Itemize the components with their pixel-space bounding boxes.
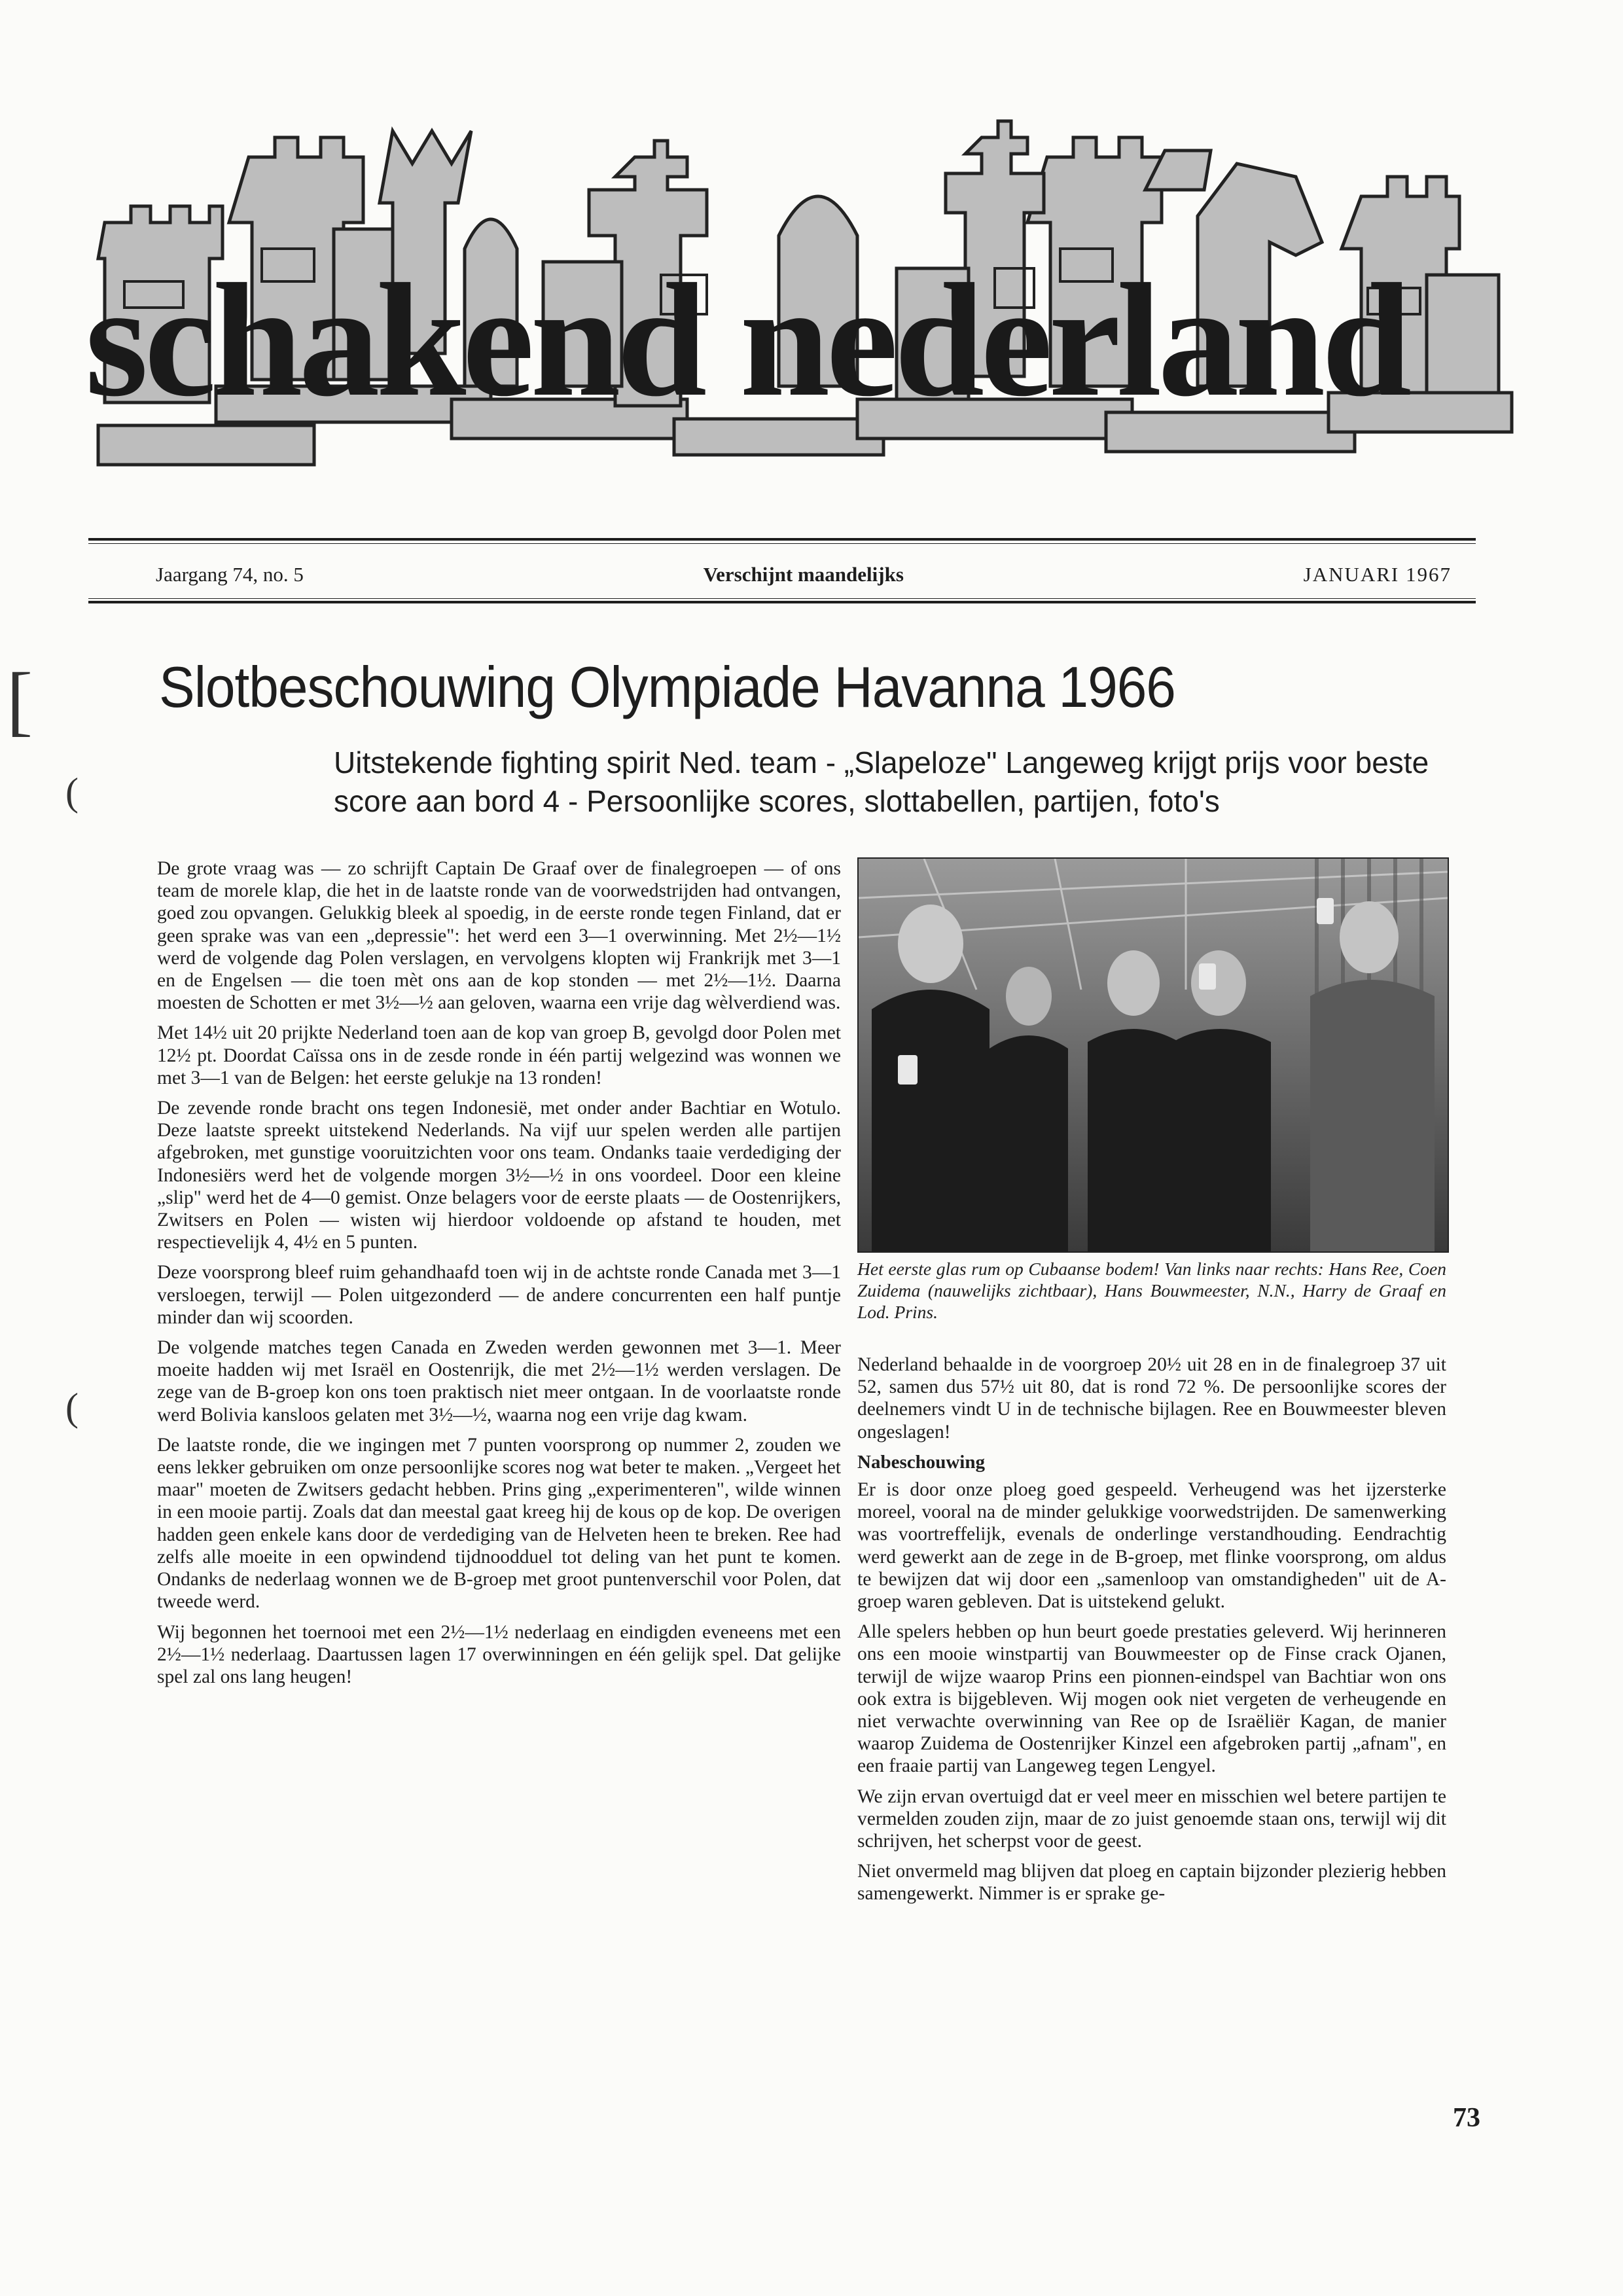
paragraph: Deze voorsprong bleef ruim gehandhaafd toen wij in de achtste ronde Canada met 3—1 versloegen, terwijl — Polen uitgezonderd — de andere concurrenten een half puntje minder dan wij scoorden.: [157, 1262, 841, 1328]
top-rule-thin: [88, 543, 1476, 544]
paragraph: Nederland behaalde in de voorgroep 20½ uit 28 en in de finalegroep 37 uit 52, samen dus 57½ uit 80, dat is rond 72 %. De persoonlijke scores der deelnemers vindt U in de technische bijlagen. Ree en Bouwmeester bleven ongeslagen!: [857, 1354, 1446, 1443]
team-photo-image: [859, 859, 1448, 1251]
top-rule: [88, 538, 1476, 541]
article-headline: Slotbeschouwing Olympiade Havanna 1966: [159, 655, 1175, 720]
paragraph: De grote vraag was — zo schrijft Captain De Graaf over de finalegroepen — of ons team de morele klap, die het in de laatste ronde van de voorwedstrijden had ontvangen, goed zou opvangen. Gelukkig bleek al spoedig, in de eerste ronde tegen Finland, dat er geen sprake was van een „depressie": het werd een 3—1 overwinning. Met 2½—1½ werd de volgende dag Polen verslagen, en vervolgens klopten wij Frankrijk met 3—1 en de Engelsen — die toen mèt ons aan de kop stonden — met 2½—1½. Daarna moesten de Schotten er met 3½—½ aan geloven, waarna een vrije dag wèlverdiend was.: [157, 858, 841, 1014]
paragraph: Alle spelers hebben op hun beurt goede prestaties geleverd. Wij herinneren ons een mooie winstpartij van Bouwmeester op de Finse crack Ojanen, terwijl de wijze waarop Prins een pionnen-eindspel van Bachtiar won ons ook extra is bijgebleven. Wij mogen ook niet vergeten de verheugende en niet verwachte overwinning van Ree op de Israëliër Kagan, de manier waarop Zuidema de Oostenrijker Kinzel een afgebroken partij „afnam", en een fraaie partij van Langeweg tegen Lengyel.: [857, 1621, 1446, 1777]
right-column: [857, 1354, 1446, 1913]
paragraph: Wij begonnen het toernooi met een 2½—1½ nederlaag en eindigden eveneens met een 2½—1½ nederlaag. Daartussen lagen 17 overwinningen en één gelijk spel. Dat gelijke spel zal ons lang heugen!: [157, 1621, 841, 1687]
publication-frequency: Verschijnt maandelijks: [703, 563, 904, 586]
volume-number: Jaargang 74, no. 5: [156, 563, 304, 586]
scan-mark: [: [7, 656, 33, 744]
left-column: [157, 857, 841, 1696]
paragraph: Er is door onze ploeg goed gespeeld. Verheugend was het ijzersterke moreel, vooral na de minder gelukkige voorwedstrijden. De samenwerking was voortreffelijk, evenals de onderlinge verstandhouding. Eendrachtig werd gewerkt aan de zege in de B-groep, met flinke voorsprong, om aldus te bewijzen dat wij door een „samenloop van omstandigheden" uit de A-groep waren gebleven. Dat is uitstekend gelukt.: [857, 1479, 1446, 1613]
section-heading: Nabeschouwing: [857, 1451, 985, 1473]
paragraph: De laatste ronde, die we ingingen met 7 punten voorsprong op nummer 2, zouden we eens lekker gebruiken om onze persoonlijke scores nog wat beter te maken. „Vergeet het maar" moeten de Zwitsers gedacht hebben. Prins ging „experimenteren", wilde winnen in een mooie partij. Zoals dat dan meestal gaat kreeg hij de kous op de kop. De overigen hadden geen enkele kans door de verdediging van de Helveten heen te breken. Ree had zelfs alle moeite in een opwindend tijdnoodduel tot deling van het punt te komen. Ondanks de nederlaag wonnen we de B-groep met groot puntenverschil voor Polen, dat tweede werd.: [157, 1434, 841, 1613]
photo-caption: Het eerste glas rum op Cubaanse bodem! Van links naar rechts: Hans Ree, Coen Zuidema (nauwelijks zichtbaar), Hans Bouwmeester, N.N., Harry de Graaf en Lod. Prins.: [857, 1259, 1446, 1322]
paragraph: De volgende matches tegen Canada en Zweden werden gewonnen met 3—1. Meer moeite hadden wij met Israël en Oostenrijk, die met 2½—1½ werden verslagen. De zege van de B-groep kon ons toen praktisch niet meer ontgaan. In de voorlaatste ronde werd Bolivia kansloos gelaten met 3½—½, waarna nog een vrije dag kwam.: [157, 1337, 841, 1426]
page-number: 73: [1453, 2103, 1480, 2133]
masthead-title: schakend nederland: [85, 250, 1408, 430]
paragraph: Met 14½ uit 20 prijkte Nederland toen aan de kop van groep B, gevolgd door Polen met 12½ pt. Doordat Caïssa ons in de zesde ronde in één partij welgezind was wonnen we met 3—1 van de Belgen: het eerste gelukje na 13 ronden!: [157, 1022, 841, 1088]
issue-date: JANUARI 1967: [1303, 563, 1452, 586]
masthead: [85, 118, 1525, 497]
paragraph: De zevende ronde bracht ons tegen Indonesië, met onder ander Bachtiar en Wotulo. Deze laatste spreekt uitstekend Nederlands. Na vijf uur spelen werden alle partijen afgebroken, met gunstige vooruitzichten voor ons team. Ondanks taaie verdediging der Indonesiërs werd het de volgende morgen 3½—½ in ons voordeel. Door een kleine „slip" werd het de 4—0 gemist. Onze belagers voor de eerste plaats — de Oostenrijkers, Zwitsers en Polen — wisten wij hierdoor voldoende op afstand te houden, met respectievelijk 4, 4½ en 5 punten.: [157, 1098, 841, 1253]
scan-mark: (: [65, 1386, 79, 1429]
team-photo: [857, 857, 1449, 1253]
paragraph: Niet onvermeld mag blijven dat ploeg en captain bijzonder plezierig hebben samengewerkt. Nimmer is er sprake ge-: [857, 1861, 1446, 1905]
bottom-rule-thin: [88, 598, 1476, 599]
bottom-rule: [88, 601, 1476, 603]
scan-mark: (: [65, 770, 79, 814]
info-bar: [156, 555, 1452, 594]
article-subheadline: Uitstekende fighting spirit Ned. team - „Slapeloze" Langeweg krijgt prijs voor beste score aan bord 4 - Persoonlijke scores, slottabellen, partijen, foto's: [334, 745, 1429, 818]
paragraph: We zijn ervan overtuigd dat er veel meer en misschien wel betere partijen te vermelden zouden zijn, maar de zo juist genoemde staan ons, terwijl wij dit schrijven, het scherpst voor de geest.: [857, 1785, 1446, 1852]
